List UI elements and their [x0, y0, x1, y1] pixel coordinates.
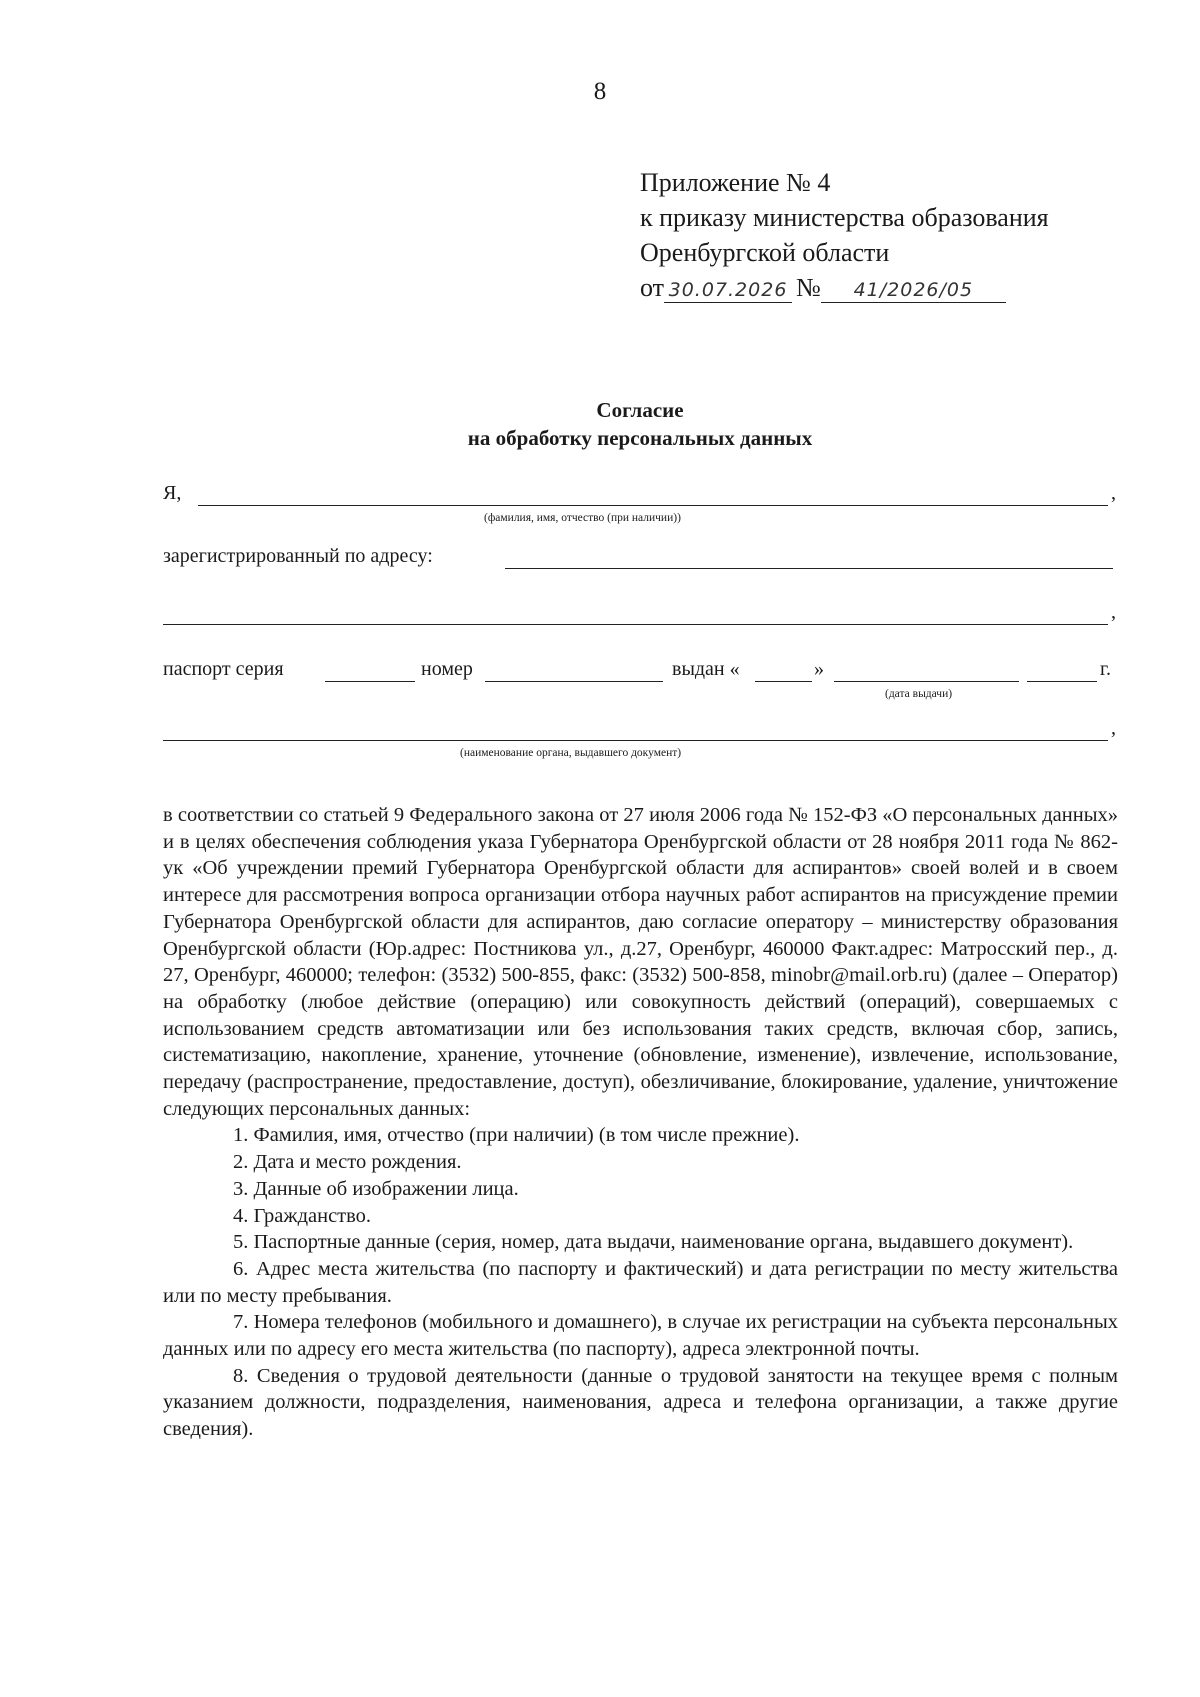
list-item: 2. Дата и место рождения. — [233, 1151, 462, 1174]
quote-close: » — [814, 658, 824, 680]
fio-comma: , — [1111, 482, 1116, 504]
issue-month-field[interactable] — [834, 681, 1019, 682]
address-label: зарегистрированный по адресу: — [163, 545, 433, 567]
issuer-caption: (наименование органа, выдавшего документ) — [460, 747, 682, 759]
list-item: 7. Номера телефонов (мобильного и домашнего), в случае их регистрации на субъекта персональных данных или по адресу его места жительства (по паспорту), адреса электронной почты. — [163, 1311, 1118, 1361]
passport-number-label: номер — [421, 658, 473, 680]
list-item: 8. Сведения о трудовой деятельности (данные о трудовой занятости на текущее время с полным указанием должности, подразделения, наименования, адреса и телефона организации, а также другие сведения). — [163, 1364, 1118, 1441]
page-number: 8 — [593, 78, 607, 105]
address-comma: , — [1111, 601, 1116, 623]
consent-body — [163, 802, 1118, 1443]
issue-year-field[interactable] — [1027, 681, 1097, 682]
title-line-2: на обработку персональных данных — [467, 426, 813, 450]
passport-series-label: паспорт серия — [163, 658, 284, 680]
address-field[interactable] — [505, 568, 1113, 569]
fio-field[interactable] — [198, 505, 1108, 506]
number-prefix: № — [796, 273, 821, 302]
annex-order-ref: к приказу министерства образования — [640, 203, 1049, 232]
issuer-comma: , — [1111, 717, 1116, 739]
date-caption: (дата выдачи) — [885, 688, 953, 700]
list-item: 4. Гражданство. — [233, 1204, 372, 1227]
list-item: 5. Паспортные данные (серия, номер, дата выдачи, наименование органа, выдавшего документ). — [233, 1231, 1074, 1254]
i-label: Я, — [163, 482, 182, 504]
annex-region: Оренбургской области — [640, 238, 890, 267]
handwritten-date: 30.07.2026 — [668, 279, 788, 301]
issuer-field[interactable] — [163, 740, 1108, 741]
annex-header — [640, 165, 1049, 305]
annex-title: Приложение № 4 — [640, 168, 831, 197]
passport-number-field[interactable] — [485, 681, 663, 682]
list-item: 6. Адрес места жительства (по паспорту и фактический) и дата регистрации по месту жительства или по месту пребывания. — [163, 1257, 1118, 1307]
list-item: 1. Фамилия, имя, отчество (при наличии) (в том числе прежние). — [233, 1124, 800, 1147]
issue-day-field[interactable] — [755, 681, 812, 682]
annex-date-line — [640, 270, 1049, 305]
fio-caption: (фамилия, имя, отчество (при наличии)) — [484, 512, 681, 524]
date-prefix: от — [640, 273, 665, 302]
handwritten-number: 41/2026/05 — [853, 279, 974, 301]
address-field-2[interactable] — [163, 624, 1108, 625]
consent-main-paragraph: в соответствии со статьей 9 Федерального закона от 27 июля 2006 года № 152-ФЗ «О персональных данных» и в целях обеспечения соблюдения указа Губернатора Оренбургской области от 28 ноября 2011 года № 862-ук «Об учреждении премий Губернатора Оренбургской области для аспирантов» своей волей и в своем интересе для рассмотрения вопроса организации отбора научных работ аспирантов на присуждение премии Губернатора Оренбургской области для аспирантов, даю согласие оператору – министерству образования Оренбургской области (Юр.адрес: Постникова ул., д.27, Оренбург, 460000 Факт.адрес: Матросский пер., д. 27, Оренбург, 460000; телефон: (3532) 500-855, факс: (3532) 500-858, minobr@mail.orb.ru) (далее – Оператор) на обработку (любое действие (операцию) или совокупность действий (операций), совершаемых с использованием средств автоматизации или без использования таких средств, включая сбор, запись, систематизацию, накопление, хранение, уточнение (обновление, изменение), извлечение, использование, передачу (распространение, предоставление, доступ), обезличивание, блокирование, удаление, уничтожение следующих персональных данных: — [163, 804, 1118, 1120]
issued-label: выдан « — [672, 658, 740, 680]
title-line-1: Согласие — [596, 398, 684, 422]
passport-series-field[interactable] — [325, 681, 415, 682]
year-suffix: г. — [1100, 658, 1111, 680]
document-title — [0, 396, 1200, 452]
list-item: 3. Данные об изображении лица. — [233, 1177, 519, 1200]
